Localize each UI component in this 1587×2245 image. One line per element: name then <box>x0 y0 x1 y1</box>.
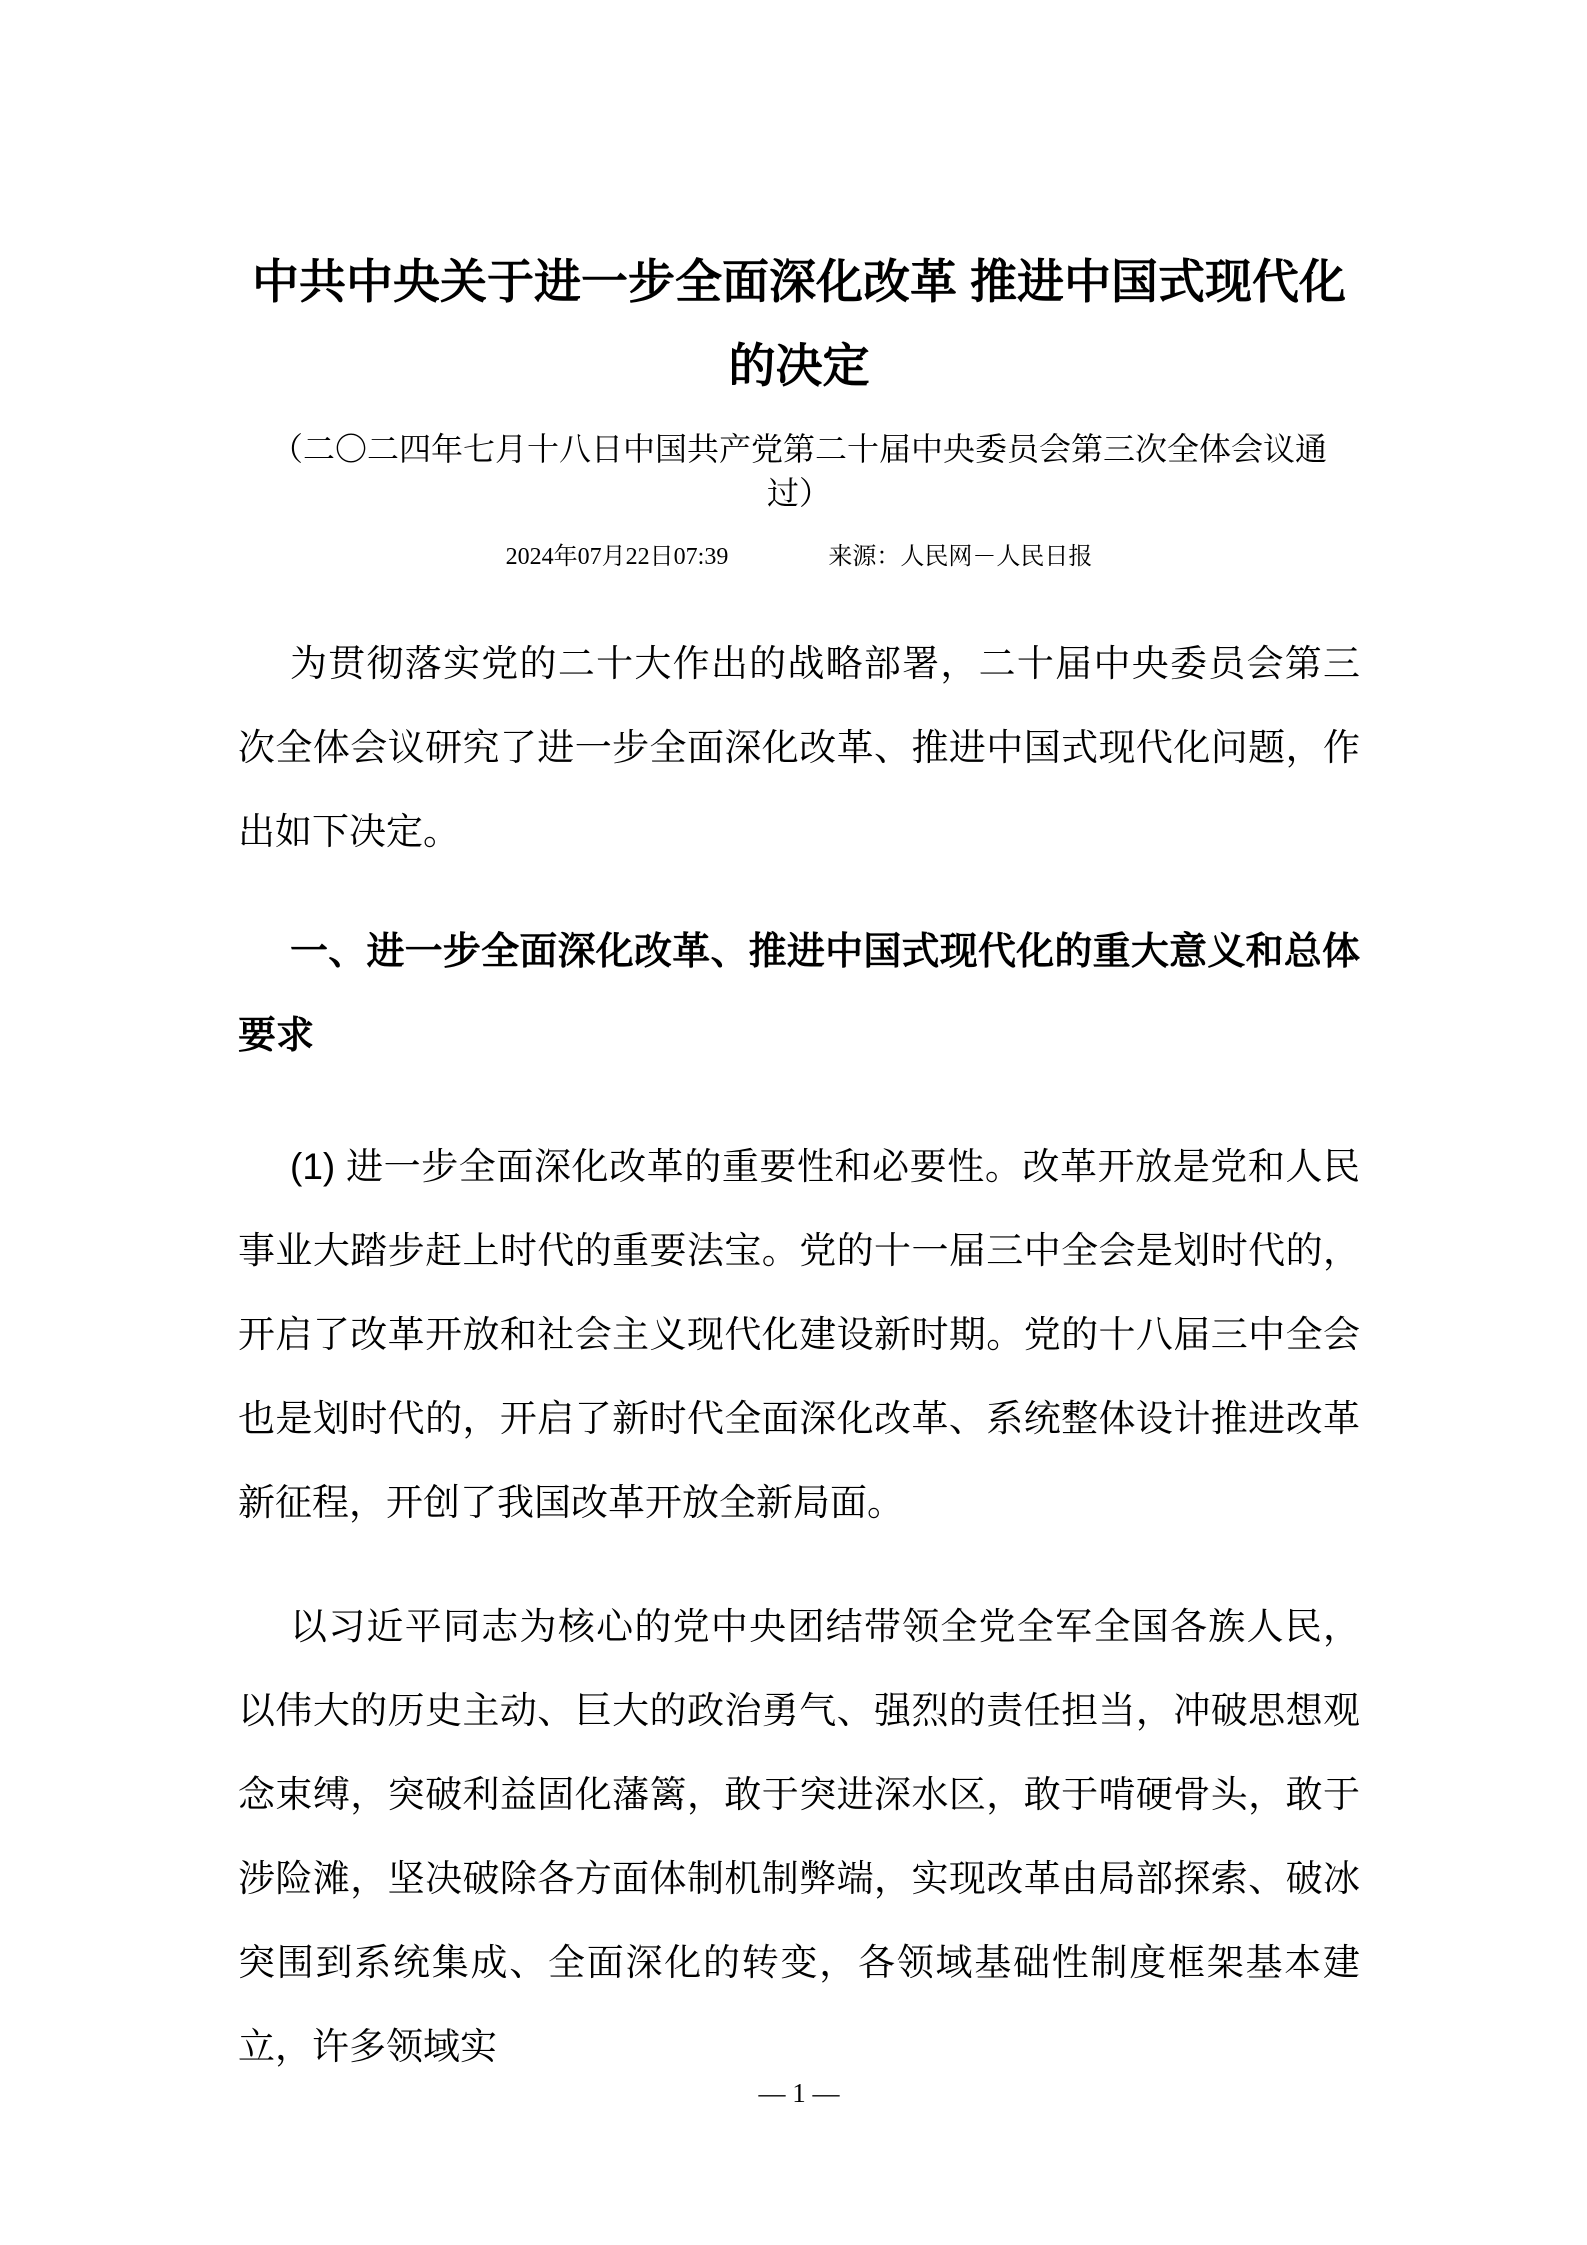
body-paragraph-2: 以习近平同志为核心的党中央团结带领全党全军全国各族人民，以伟大的历史主动、巨大的政治勇气、强烈的责任担当，冲破思想观念束缚，突破利益固化藩篱，敢于突进深水区，敢于啃硬骨头，敢于涉险滩，坚决破除各方面体制机制弊端，实现改革由局部探索、破冰突围到系统集成、全面深化的转变，各领域基础性制度框架基本建立，许多领域实 <box>238 1606 1360 2067</box>
publish-datetime: 2024年07月22日07:39 <box>505 544 729 570</box>
meta-line <box>238 541 1360 573</box>
document-title: 中共中央关于进一步全面深化改革 推进中国式现代化的决定 <box>251 255 1347 392</box>
intro-paragraph: 为贯彻落实党的二十大作出的战略部署，二十届中央委员会第三次全体会议研究了进一步全面深化改革、推进中国式现代化问题，作出如下决定。 <box>238 643 1360 852</box>
section-heading: 一、进一步全面深化改革、推进中国式现代化的重大意义和总体要求 <box>238 931 1360 1057</box>
body-paragraph-1: (1) 进一步全面深化改革的重要性和必要性。改革开放是党和人民事业大踏步赶上时代的重要法宝。党的十一届三中全会是划时代的，开启了改革开放和社会主义现代化建设新时期。党的十八届三中全会也是划时代的，开启了新时代全面深化改革、系统整体设计推进改革新征程，开创了我国改革开放全新局面。 <box>238 1146 1360 1523</box>
page-number: — 1 — <box>758 2078 840 2108</box>
source-text: 来源：人民网－人民日报 <box>828 544 1093 570</box>
document-subtitle: （二〇二四年七月十八日中国共产党第二十届中央委员会第三次全体会议通过） <box>270 431 1327 511</box>
